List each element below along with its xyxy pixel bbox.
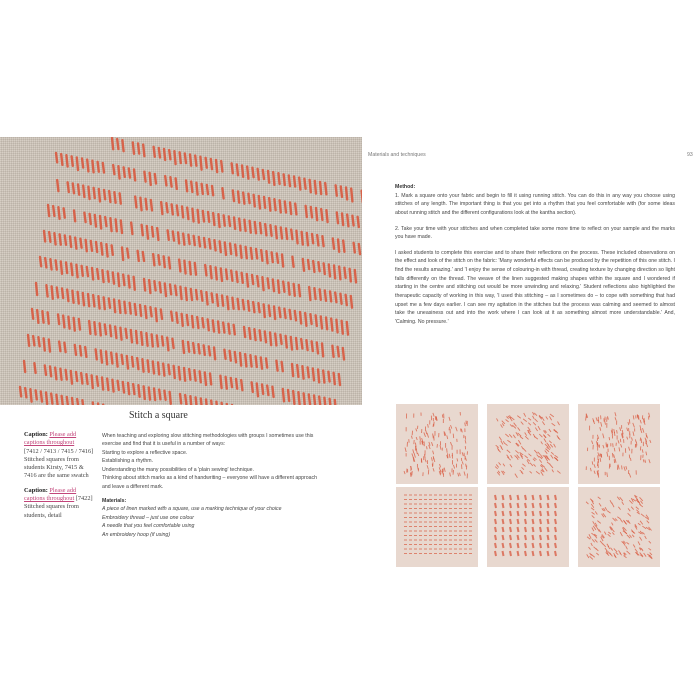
caption-label: Caption: xyxy=(24,431,48,438)
sample-square-2 xyxy=(487,404,569,484)
caption-placeholder: Please add captions throughout xyxy=(24,431,77,447)
sample-square-6 xyxy=(578,487,660,567)
body-line: Thinking about stitch marks as a kind of handwriting – everyone will have a different approach xyxy=(102,475,318,482)
page-number: 93 xyxy=(687,152,693,158)
stitch-pattern xyxy=(396,487,478,567)
stitched-squares-grid xyxy=(396,404,676,566)
materials-item: Embroidery thread – just use one colour xyxy=(102,514,194,521)
section-title: Stitch a square xyxy=(129,410,188,421)
caption-ref: [7422] xyxy=(75,495,93,503)
materials-item: An embroidery hoop (if using) xyxy=(102,531,171,538)
caption-placeholder: Please add captions throughout xyxy=(24,486,77,503)
caption-text: Stitched squares from students, detail xyxy=(24,503,79,519)
method-step-2: 2. Take your time with your stitches and when completed take some more time to reflect on your sample and the marks you have made. xyxy=(395,225,675,241)
intro-body xyxy=(102,432,338,491)
body-line: Establishing a rhythm. xyxy=(102,458,154,465)
method-text xyxy=(395,183,675,333)
method-step-1: 1. Mark a square onto your fabric and begin to fill it using running stitch. You can do this in any way you choose using stitches of any length. The important thing is that you get into a rhythm that you feel comfortable with (for some ideas about running stitch and the different configurations look at the kantha section). xyxy=(395,192,675,216)
running-stitch-rows xyxy=(0,137,362,405)
materials-list xyxy=(102,497,338,539)
sample-square-1 xyxy=(396,404,478,484)
sample-square-4 xyxy=(396,487,478,567)
student-reflections: I asked students to complete this exercise and to share their reflections on the process. These included observations on the effect and look of the stitch on the fabric: 'Many wonderful effects can be produced by the repetition of this one stitch. I find the results amazing.' and 'I enjoy the sense of colouring-in with thread, creating texture by changing direction so light falls differently on the thread. The weave of the linen suggested making shapes within the square and I wondered if starting in the centre and stitching out would be more unwinding and relaxing.' Student reflections also highlighted the therapeutic capacity of working in this way, 'I used this stitching – as I sometimes do – to cope with something that had upset me a few days earlier. I can see my agitation in the stitches but the process was calming and seemed to almost take the uneasiness out and into the work where I can look at it as something almost more understandable.' And, 'Calming. No pressure.' xyxy=(395,249,675,325)
caption-ref: [7412 / 7413 / 7415 / 7416] xyxy=(24,447,94,455)
materials-item: A needle that you feel comfortable using xyxy=(102,523,195,530)
caption-label: Caption: xyxy=(24,486,48,494)
stitch-pattern xyxy=(487,404,569,484)
materials-heading: Materials: xyxy=(102,498,127,504)
body-line: and leave a different mark. xyxy=(102,483,164,490)
body-line: exercise and find that it is useful in a number of ways: xyxy=(102,441,226,448)
caption-1 xyxy=(24,431,96,481)
stitch-pattern xyxy=(396,404,478,484)
sample-square-3 xyxy=(578,404,660,484)
running-head: Materials and techniques xyxy=(368,152,426,158)
body-line: Starting to explore a reflective space. xyxy=(102,449,188,456)
body-line: When teaching and exploring slow stitching methodologies with groups I sometimes use this xyxy=(102,433,314,439)
materials-item: A piece of linen marked with a square, use a marking technique of your choice xyxy=(102,506,282,513)
body-line: Understanding the many possibilities of a 'plain sewing' technique. xyxy=(102,466,254,473)
stitch-pattern xyxy=(578,487,660,567)
linen-stitch-detail-photo xyxy=(0,137,362,405)
method-heading: Method: xyxy=(395,184,416,190)
stitch-pattern xyxy=(487,487,569,567)
stitch-pattern xyxy=(578,404,660,484)
caption-text: Stitched squares from students Kirsty, 7415 & 7416 are the same swatch xyxy=(24,455,89,480)
caption-2 xyxy=(24,487,96,520)
caption-column xyxy=(24,431,96,526)
sample-square-5 xyxy=(487,487,569,567)
